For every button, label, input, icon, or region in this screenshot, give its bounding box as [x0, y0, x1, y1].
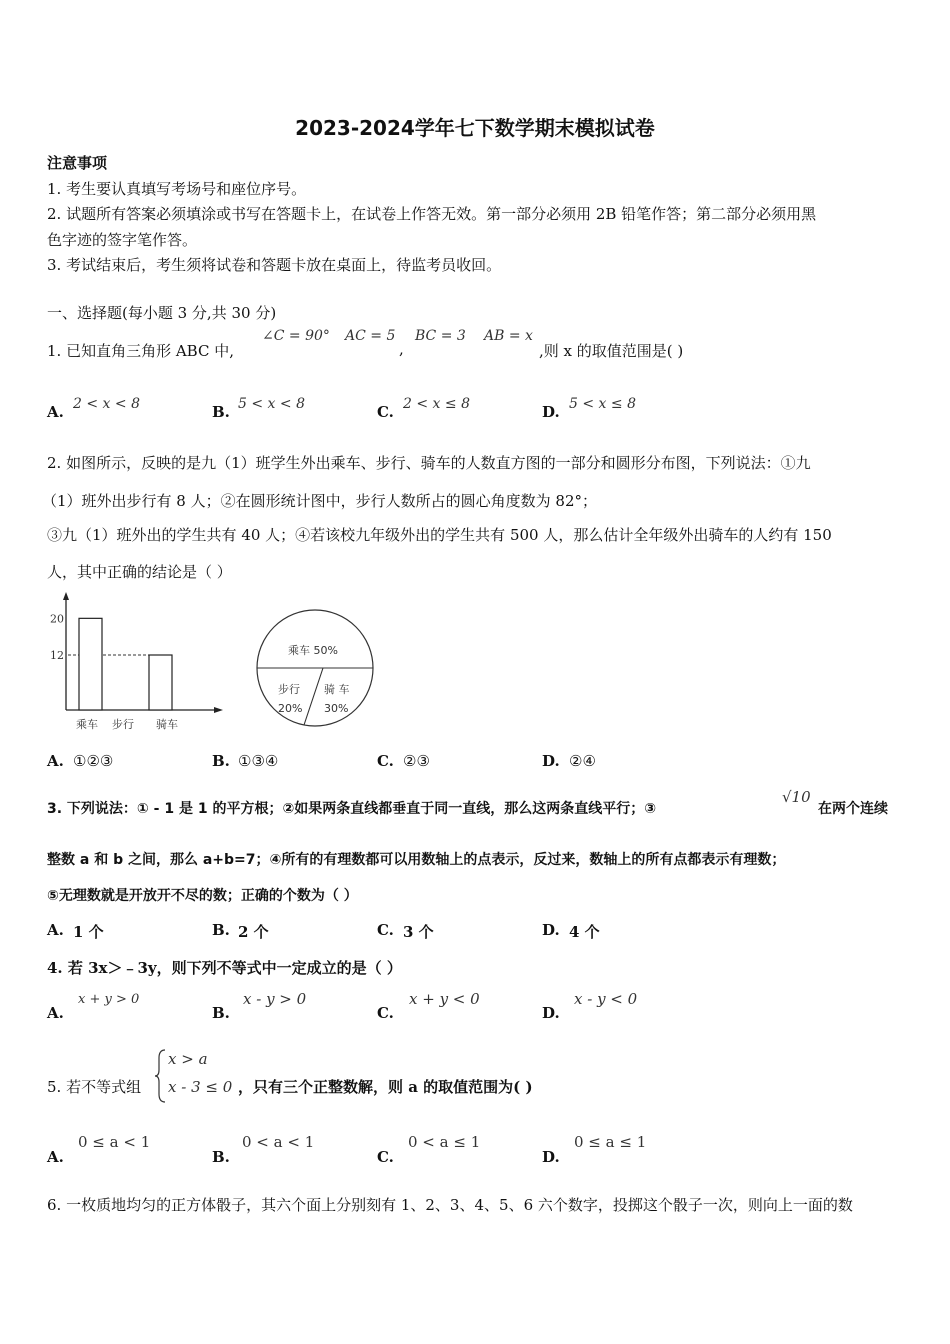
q1-option-a-label: A.: [47, 403, 64, 421]
q1-option-b-label: B.: [212, 403, 230, 421]
notice-item: 色字迹的签字笔作答。: [47, 231, 198, 249]
q3-stem-line: 整数 a 和 b 之间，那么 a+b=7；④所有的有理数都可以用数轴上的点表示，反过来，数轴上的所有点都表示有理数；: [47, 852, 786, 868]
q2-stem-line: 人，其中正确的结论是（ ）: [47, 563, 232, 581]
bar-1: [79, 618, 102, 710]
q2-option-c: ②③: [403, 752, 430, 770]
q5-option-b: 0 < a < 1: [242, 1133, 315, 1151]
q5-option-d: 0 ≤ a ≤ 1: [574, 1133, 647, 1151]
q3-option-a: 1 个: [73, 923, 104, 941]
q2-option-d-label: D.: [542, 752, 560, 770]
q1-option-a: 2 < x < 8: [73, 396, 140, 412]
q5-system-brace: [154, 1048, 168, 1104]
q3-option-d: 4 个: [569, 923, 600, 941]
q3-option-a-label: A.: [47, 921, 64, 939]
q5-option-a-label: A.: [47, 1148, 64, 1166]
x-tick-label: 乘车: [76, 718, 98, 731]
q5-option-c: 0 < a ≤ 1: [408, 1133, 481, 1151]
q4-option-b-label: B.: [212, 1004, 230, 1022]
q1-expr-ab: AB = x: [484, 328, 533, 344]
q2-option-c-label: C.: [377, 752, 394, 770]
q1-option-b: 5 < x < 8: [238, 396, 305, 412]
q4-option-c: x + y < 0: [409, 990, 480, 1008]
q3-option-b-label: B.: [212, 921, 230, 939]
q2-option-a-label: A.: [47, 752, 64, 770]
q6-stem: 6. 一枚质地均匀的正方体骰子，其六个面上分别刻有 1、2、3、4、5、6 六个数字，投掷这个骰子一次，则向上一面的数: [47, 1196, 853, 1214]
q3-stem-line-end: 在两个连续: [818, 801, 888, 817]
q1-expr-bc: BC = 3: [415, 328, 466, 344]
q2-option-a: ①②③: [73, 752, 114, 770]
q3-stem-line: 3. 下列说法：① - 1 是 1 的平方根；②如果两条直线都垂直于同一直线，那么这两条直线平行；③: [47, 801, 657, 817]
q3-option-c: 3 个: [403, 923, 434, 941]
q1-option-c: 2 < x ≤ 8: [403, 396, 470, 412]
q4-option-a-label: A.: [47, 1004, 64, 1022]
q1-comma: ,: [399, 340, 404, 358]
section-heading: 一、选择题(每小题 3 分,共 30 分): [47, 304, 277, 322]
y-tick-label: 12: [50, 649, 64, 662]
notice-item: 2. 试题所有答案必须填涂或书写在答题卡上，在试卷上作答无效。第一部分必须用 2B 铅笔作答；第二部分必须用黑: [47, 205, 817, 223]
q1-stem: 1. 已知直角三角形 ABC 中,: [47, 342, 234, 360]
bar-3: [149, 655, 172, 710]
notice-item: 3. 考试结束后，考生须将试卷和答题卡放在桌面上，待监考员收回。: [47, 256, 502, 274]
q5-option-a: 0 ≤ a < 1: [78, 1133, 151, 1151]
q1-expr-ac: AC = 5: [345, 328, 396, 344]
q2-option-b: ①③④: [238, 752, 279, 770]
q3-option-d-label: D.: [542, 921, 560, 939]
q3-stem-line: ⑤无理数就是开放开不尽的数；正确的个数为（ ）: [47, 888, 358, 904]
q5-option-d-label: D.: [542, 1148, 560, 1166]
q5-stem: 5. 若不等式组: [47, 1078, 142, 1096]
q2-option-b-label: B.: [212, 752, 230, 770]
chart-y-arrow: [63, 592, 69, 600]
pie-value-walk: 20%: [278, 702, 303, 715]
q1-stem-end: ,则 x 的取值范围是( ): [539, 342, 684, 360]
q4-option-d: x - y < 0: [574, 990, 638, 1008]
q2-stem-line: （1）班外出步行有 8 人；②在圆形统计图中，步行人数所占的圆心角度数为 82°；: [42, 492, 597, 510]
q1-option-d-label: D.: [542, 403, 560, 421]
q5-stem-end: ，只有三个正整数解，则 a 的取值范围为( ): [238, 1078, 533, 1096]
q5-system-line-1: x > a: [168, 1050, 208, 1068]
q3-option-b: 2 个: [238, 923, 269, 941]
q2-stem-line: 2. 如图所示，反映的是九（1）班学生外出乘车、步行、骑车的人数直方图的一部分和圆形分布图，下列说法：①九: [47, 454, 811, 472]
notice-item: 1. 考生要认真填写考场号和座位序号。: [47, 180, 307, 198]
q2-stem-line: ③九（1）班外出的学生共有 40 人；④若该校九年级外出的学生共有 500 人，那么估计全年级外出骑车的人约有 150: [47, 526, 832, 544]
q5-option-c-label: C.: [377, 1148, 394, 1166]
q5-system-line-2: x - 3 ≤ 0: [168, 1078, 233, 1096]
page-title: 2023-2024学年七下数学期末模拟试卷: [295, 116, 655, 140]
notice-heading: 注意事项: [47, 154, 108, 172]
chart-x-arrow: [214, 707, 223, 713]
q3-sqrt: √10: [782, 788, 811, 806]
q4-option-c-label: C.: [377, 1004, 394, 1022]
q1-expr-angle: ∠C = 90°: [262, 328, 330, 344]
x-tick-label: 步行: [112, 718, 134, 731]
q2-option-d: ②④: [569, 752, 596, 770]
q3-option-c-label: C.: [377, 921, 394, 939]
q4-option-d-label: D.: [542, 1004, 560, 1022]
q5-option-b-label: B.: [212, 1148, 230, 1166]
x-tick-label: 骑车: [156, 718, 178, 731]
q1-option-c-label: C.: [377, 403, 394, 421]
pie-label-bus: 乘车 50%: [288, 644, 338, 657]
q2-bar-chart: [48, 590, 224, 736]
pie-label-bike: 骑 车: [324, 683, 350, 696]
q4-option-b: x - y > 0: [243, 990, 307, 1008]
q1-option-d: 5 < x ≤ 8: [569, 396, 636, 412]
pie-value-bike: 30%: [324, 702, 349, 715]
q4-option-a: x + y > 0: [78, 992, 140, 1007]
pie-label-walk: 步行: [278, 683, 300, 696]
q4-stem: 4. 若 3x＞﹣3y，则下列不等式中一定成立的是（ ）: [47, 959, 402, 977]
q2-pie-chart: [254, 607, 376, 729]
y-tick-label: 20: [50, 612, 64, 626]
